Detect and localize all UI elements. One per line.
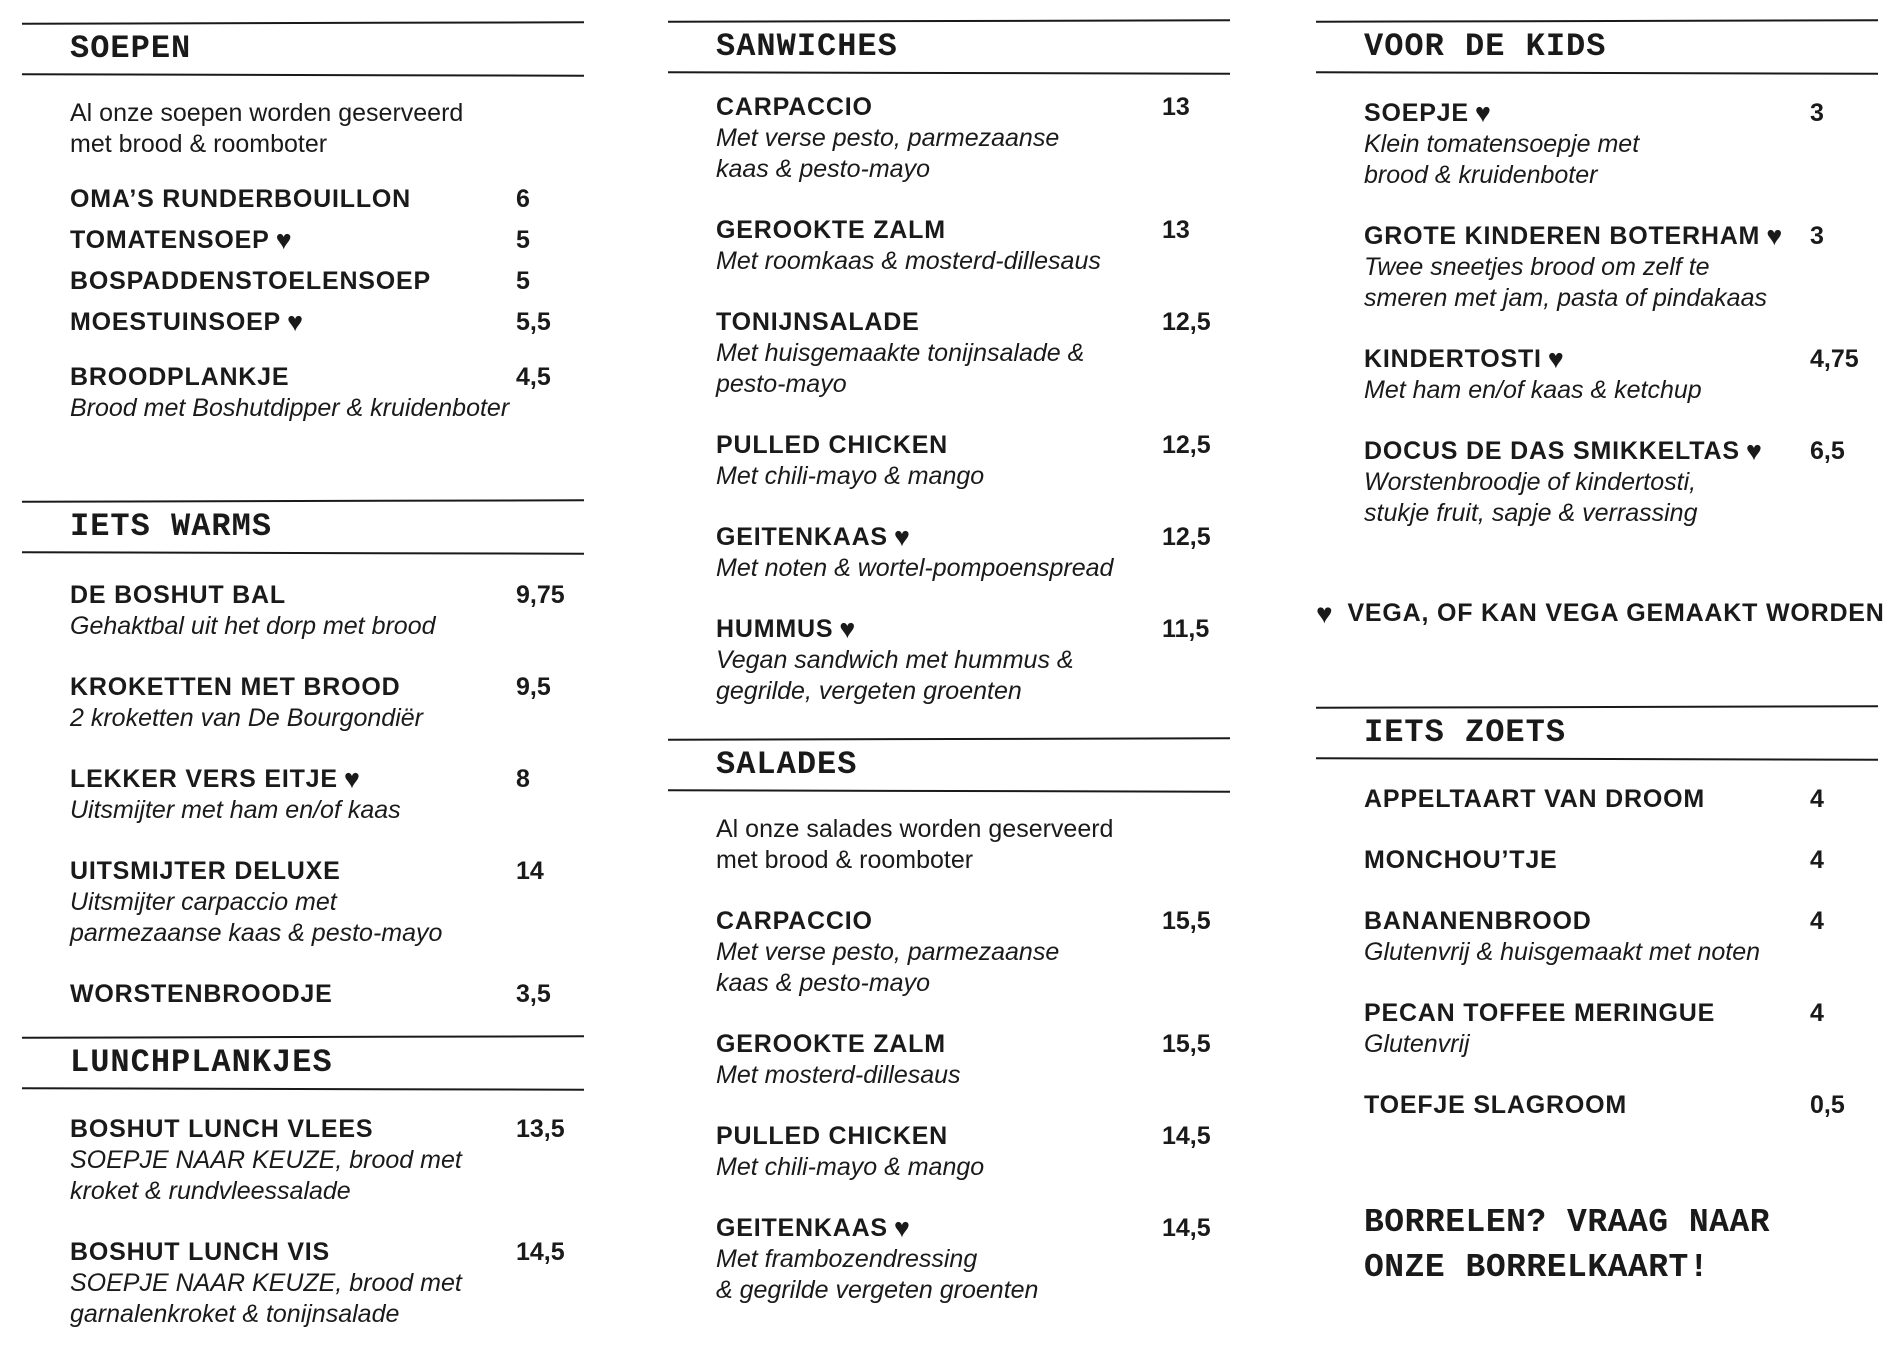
menu-item xyxy=(716,614,1230,707)
heart-icon: ♥ xyxy=(839,614,857,644)
menu-item-name: BOSHUT LUNCH VLEES xyxy=(70,1115,374,1143)
menu-item-price: 6,5 xyxy=(1810,437,1845,465)
menu-item xyxy=(1364,344,1878,406)
menu-item xyxy=(70,1114,584,1207)
menu-item-name: GEROOKTE ZALM xyxy=(716,1030,946,1058)
menu-item-name: BROODPLANKJE xyxy=(70,363,290,391)
menu-item-name xyxy=(716,614,1230,645)
menu-item xyxy=(716,307,1230,400)
menu-item xyxy=(70,1237,584,1330)
menu-item-price: 4 xyxy=(1810,846,1824,874)
menu-item-name: BOSHUT LUNCH VIS xyxy=(70,1238,331,1266)
menu-item-name xyxy=(716,522,1230,553)
menu-item-description: Met ham en/of kaas & ketchup xyxy=(1364,376,1702,404)
heart-icon: ♥ xyxy=(1316,598,1334,629)
menu-item-name: CARPACCIO xyxy=(716,907,873,935)
section-header xyxy=(1316,20,1878,74)
menu-item xyxy=(716,1029,1230,1091)
heart-icon: ♥ xyxy=(1745,436,1763,466)
menu-item-name: CARPACCIO xyxy=(716,93,873,121)
menu-item-name xyxy=(1364,436,1878,467)
section-header xyxy=(22,22,584,76)
section-salades xyxy=(668,738,1230,1336)
menu-item-name-text: DOCUS DE DAS SMIKKELTAS xyxy=(1364,437,1740,465)
menu-item xyxy=(1364,784,1878,815)
menu-item-name: TOEFJE SLAGROOM xyxy=(1364,1091,1627,1119)
section-title: IETS WARMS xyxy=(70,508,273,545)
menu-item-name xyxy=(70,307,584,338)
divider xyxy=(22,499,584,502)
divider xyxy=(668,737,1230,740)
menu-item-name xyxy=(70,225,584,256)
menu-item-price: 12,5 xyxy=(1162,431,1211,459)
menu-item-price: 14,5 xyxy=(1162,1214,1211,1242)
menu-item-price: 13 xyxy=(1162,93,1190,121)
section-title: SANWICHES xyxy=(716,28,898,65)
menu-item-price: 6 xyxy=(516,185,530,213)
menu-item-price: 0,5 xyxy=(1810,1091,1845,1119)
menu-item-name-text: GROTE KINDEREN BOTERHAM xyxy=(1364,222,1761,250)
vega-legend-text: VEGA, OF KAN VEGA GEMAAKT WORDEN xyxy=(1347,599,1885,627)
heart-icon: ♥ xyxy=(893,522,911,552)
menu-item-name: PULLED CHICKEN xyxy=(716,431,949,459)
menu-item-name xyxy=(1364,98,1878,129)
section-voor-de-kids xyxy=(1316,20,1878,559)
menu-item xyxy=(70,580,584,642)
menu-item-description: Met chili-mayo & mango xyxy=(716,1153,985,1181)
menu-item xyxy=(716,430,1230,492)
menu-item-description: Klein tomatensoepje met brood & kruidenboter xyxy=(1364,130,1640,189)
menu-item xyxy=(1364,845,1878,876)
menu-item xyxy=(70,672,584,734)
menu-item-description: Met mosterd-dillesaus xyxy=(716,1061,961,1089)
menu-item-description: Uitsmijter carpaccio met parmezaanse kaas & pesto-mayo xyxy=(70,888,443,947)
menu-item-description: Met noten & wortel-pompoenspread xyxy=(716,554,1114,582)
menu-item xyxy=(716,1121,1230,1183)
section-header xyxy=(22,500,584,554)
menu-item-price: 13 xyxy=(1162,216,1190,244)
section-header xyxy=(1316,706,1878,760)
heart-icon: ♥ xyxy=(1547,344,1565,374)
menu-item-price: 5,5 xyxy=(516,308,551,336)
section-header xyxy=(22,1036,584,1090)
section-soepen xyxy=(22,22,584,454)
heart-icon: ♥ xyxy=(1766,221,1784,251)
menu-item-price: 4,5 xyxy=(516,363,551,391)
heart-icon: ♥ xyxy=(287,307,304,337)
menu-item xyxy=(1364,436,1878,529)
menu-item xyxy=(1364,1090,1878,1121)
menu-item-description: SOEPJE NAAR KEUZE, brood met kroket & rundvleessalade xyxy=(70,1146,462,1205)
divider xyxy=(1316,705,1878,708)
menu-item-name: WORSTENBROODJE xyxy=(70,980,333,1008)
menu-item-price: 4 xyxy=(1810,907,1824,935)
section-sanwiches xyxy=(668,20,1230,737)
heart-icon: ♥ xyxy=(1474,98,1492,128)
menu-item-name: BOSPADDENSTOELENSOEP xyxy=(70,267,431,295)
menu-item xyxy=(1364,906,1878,968)
menu-item xyxy=(716,522,1230,584)
menu-item-name: KROKETTEN MET BROOD xyxy=(70,673,401,701)
menu-item-name xyxy=(1364,221,1878,252)
section-header xyxy=(668,20,1230,74)
menu-item-name-text: TOMATENSOEP xyxy=(70,226,270,254)
vega-legend xyxy=(1316,598,1885,629)
menu-item-description: Met chili-mayo & mango xyxy=(716,462,985,490)
section-intro: Al onze soepen worden geserveerd met brood & roomboter xyxy=(70,99,464,158)
menu-item-price: 13,5 xyxy=(516,1115,565,1143)
menu-item-name: APPELTAART VAN DROOM xyxy=(1364,785,1705,813)
menu-item-name xyxy=(1364,344,1878,375)
menu-item-name-text: MOESTUINSOEP xyxy=(70,308,282,336)
section-iets-zoets xyxy=(1316,706,1878,1151)
section-iets-warms xyxy=(22,500,584,1040)
menu-item xyxy=(1364,998,1878,1060)
menu-item-price: 15,5 xyxy=(1162,1030,1211,1058)
menu-item-price: 4,75 xyxy=(1810,345,1859,373)
menu-item-name xyxy=(70,764,584,795)
menu-item-description: Met frambozendressing & gegrilde vergeten groenten xyxy=(716,1245,1039,1304)
menu-item-name: BANANENBROOD xyxy=(1364,907,1592,935)
menu-item xyxy=(70,856,584,949)
heart-icon: ♥ xyxy=(893,1213,911,1243)
menu-item-price: 3,5 xyxy=(516,980,551,1008)
menu-item-description: Brood met Boshutdipper & kruidenboter xyxy=(70,394,510,422)
menu-item xyxy=(716,215,1230,277)
menu-item xyxy=(716,906,1230,999)
divider xyxy=(668,19,1230,22)
menu-item-price: 4 xyxy=(1810,999,1824,1027)
menu-item-price: 15,5 xyxy=(1162,907,1211,935)
menu-item-price: 14 xyxy=(516,857,544,885)
section-title: LUNCHPLANKJES xyxy=(70,1044,333,1081)
section-intro: Al onze salades worden geserveerd met brood & roomboter xyxy=(716,815,1114,874)
menu-item-name: PULLED CHICKEN xyxy=(716,1122,949,1150)
divider xyxy=(22,21,584,24)
menu-item-price: 14,5 xyxy=(516,1238,565,1266)
menu-item-price: 4 xyxy=(1810,785,1824,813)
menu-item-price: 12,5 xyxy=(1162,523,1211,551)
menu-item xyxy=(70,266,584,297)
menu-item-name-text: HUMMUS xyxy=(716,615,834,643)
menu-item-price: 3 xyxy=(1810,222,1824,250)
heart-icon: ♥ xyxy=(275,225,293,255)
menu-item-description: Gehaktbal uit het dorp met brood xyxy=(70,612,436,640)
menu-item xyxy=(70,764,584,826)
menu-item-price: 9,5 xyxy=(516,673,551,701)
divider xyxy=(22,1035,584,1038)
menu-item xyxy=(70,307,584,338)
menu-item-description: Glutenvrij xyxy=(1364,1030,1470,1058)
menu-item-name-text: GEITENKAAS xyxy=(716,1214,888,1242)
menu-item-price: 8 xyxy=(516,765,530,793)
menu-item-price: 5 xyxy=(516,226,530,254)
menu-item-name-text: SOEPJE xyxy=(1364,99,1469,127)
section-title: SALADES xyxy=(716,746,858,783)
menu-item-price: 14,5 xyxy=(1162,1122,1211,1150)
menu-item xyxy=(1364,98,1878,191)
menu-item-name-text: GEITENKAAS xyxy=(716,523,888,551)
menu-item-name-text: KINDERTOSTI xyxy=(1364,345,1542,373)
menu-item-price: 5 xyxy=(516,267,530,295)
section-title: SOEPEN xyxy=(70,30,192,67)
menu-item-name: UITSMIJTER DELUXE xyxy=(70,857,341,885)
menu-item-description: Met verse pesto, parmezaanse kaas & pesto-mayo xyxy=(716,938,1060,997)
menu-item-description: SOEPJE NAAR KEUZE, brood met garnalenkroket & tonijnsalade xyxy=(70,1269,462,1328)
menu-item xyxy=(70,979,584,1010)
menu-item-description: Glutenvrij & huisgemaakt met noten xyxy=(1364,938,1761,966)
menu-item-name: MONCHOU’TJE xyxy=(1364,846,1558,874)
menu-item xyxy=(70,362,584,424)
menu-item-name: GEROOKTE ZALM xyxy=(716,216,946,244)
menu-item-description: Met verse pesto, parmezaanse kaas & pesto-mayo xyxy=(716,124,1060,183)
section-header xyxy=(668,738,1230,792)
heart-icon: ♥ xyxy=(343,764,361,794)
menu-item-name: PECAN TOFFEE MERINGUE xyxy=(1364,999,1716,1027)
menu-item-name xyxy=(716,1213,1230,1244)
menu-item-name: DE BOSHUT BAL xyxy=(70,581,286,609)
menu-item-description: Worstenbroodje of kindertosti, stukje fruit, sapje & verrassing xyxy=(1364,468,1698,527)
section-title: VOOR DE KIDS xyxy=(1364,28,1607,65)
menu-item-name: OMA’S RUNDERBOUILLON xyxy=(70,185,411,213)
menu-item-description: Uitsmijter met ham en/of kaas xyxy=(70,796,401,824)
menu-item-description: Met roomkaas & mosterd-dillesaus xyxy=(716,247,1101,275)
borrelkaart-note: BORRELEN? VRAAG NAAR ONZE BORRELKAART! xyxy=(1364,1204,1771,1286)
menu-item-price: 12,5 xyxy=(1162,308,1211,336)
menu-item-description: 2 kroketten van De Bourgondiër xyxy=(70,704,423,732)
menu-item-description: Vegan sandwich met hummus & gegrilde, vergeten groenten xyxy=(716,646,1074,705)
menu-item xyxy=(70,225,584,256)
menu-item-price: 11,5 xyxy=(1162,615,1210,643)
menu-item xyxy=(716,92,1230,185)
menu-item-price: 9,75 xyxy=(516,581,565,609)
menu-item-price: 3 xyxy=(1810,99,1824,127)
menu-item-description: Twee sneetjes brood om zelf te smeren met jam, pasta of pindakaas xyxy=(1364,253,1767,312)
menu-item xyxy=(716,1213,1230,1306)
section-title: IETS ZOETS xyxy=(1364,714,1567,751)
section-lunchplankjes xyxy=(22,1036,584,1360)
menu-item-name-text: LEKKER VERS EITJE xyxy=(70,765,338,793)
menu-item-name: TONIJNSALADE xyxy=(716,308,920,336)
menu-item-description: Met huisgemaakte tonijnsalade & pesto-mayo xyxy=(716,339,1085,398)
menu-item xyxy=(70,184,584,215)
divider xyxy=(1316,19,1878,22)
menu-item xyxy=(1364,221,1878,314)
